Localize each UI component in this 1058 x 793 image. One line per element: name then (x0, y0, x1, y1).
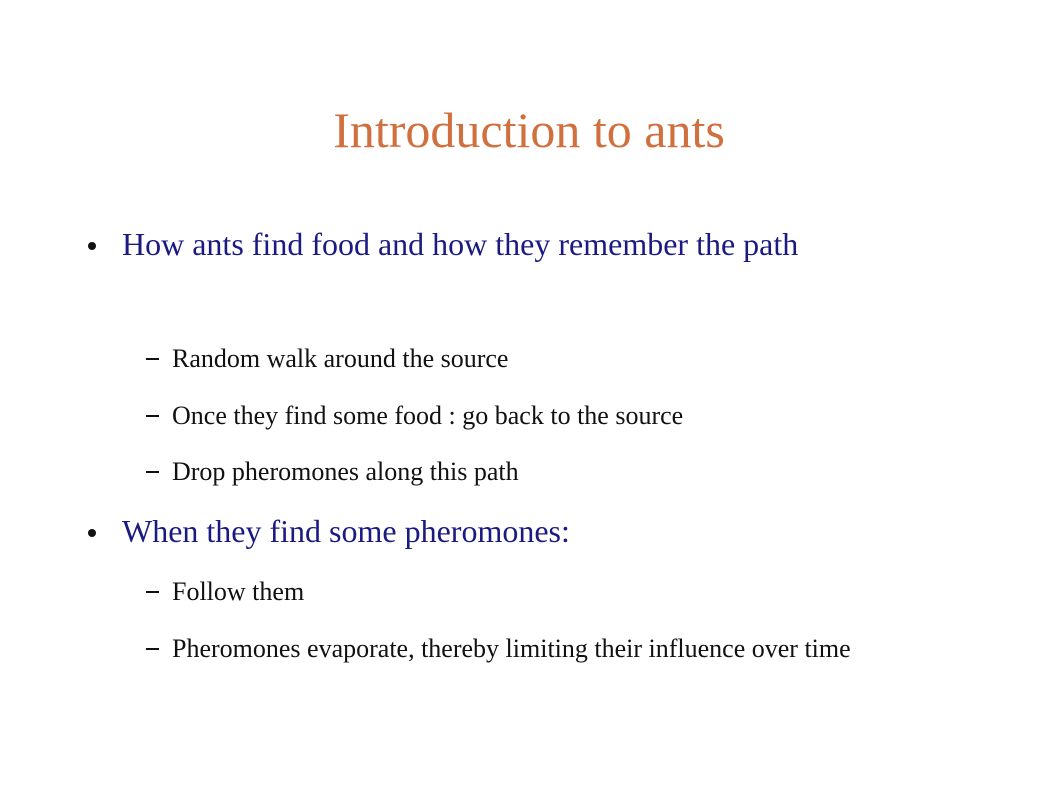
subbullet-follow-them (172, 575, 872, 608)
subbullet-text: Once they find some food : go back to the source (172, 401, 684, 430)
dash-bullet-icon (146, 591, 159, 593)
subbullet-text: Follow them (172, 577, 305, 606)
bullet-text: How ants find food and how they remember the path (122, 226, 799, 262)
dash-bullet-icon (146, 358, 159, 360)
filled-circle-bullet-icon (88, 242, 96, 250)
slide-title: Introduction to ants (333, 102, 725, 158)
bullet-find-pheromones (122, 512, 962, 550)
subbullet-text: Pheromones evaporate, thereby limiting their influence over time (172, 634, 851, 663)
dash-bullet-icon (146, 415, 159, 417)
subbullet-go-back (172, 399, 872, 432)
dash-bullet-icon (146, 648, 159, 650)
subbullet-pheromones-evaporate (172, 632, 872, 665)
subbullet-random-walk (172, 342, 872, 375)
subbullet-text: Random walk around the source (172, 344, 509, 373)
subbullet-text: Drop pheromones along this path (172, 457, 519, 486)
bullet-text: When they find some pheromones: (122, 513, 570, 549)
filled-circle-bullet-icon (88, 529, 96, 537)
bullet-how-ants-find-food (122, 225, 962, 263)
subbullet-drop-pheromones (172, 455, 872, 488)
dash-bullet-icon (146, 471, 159, 473)
